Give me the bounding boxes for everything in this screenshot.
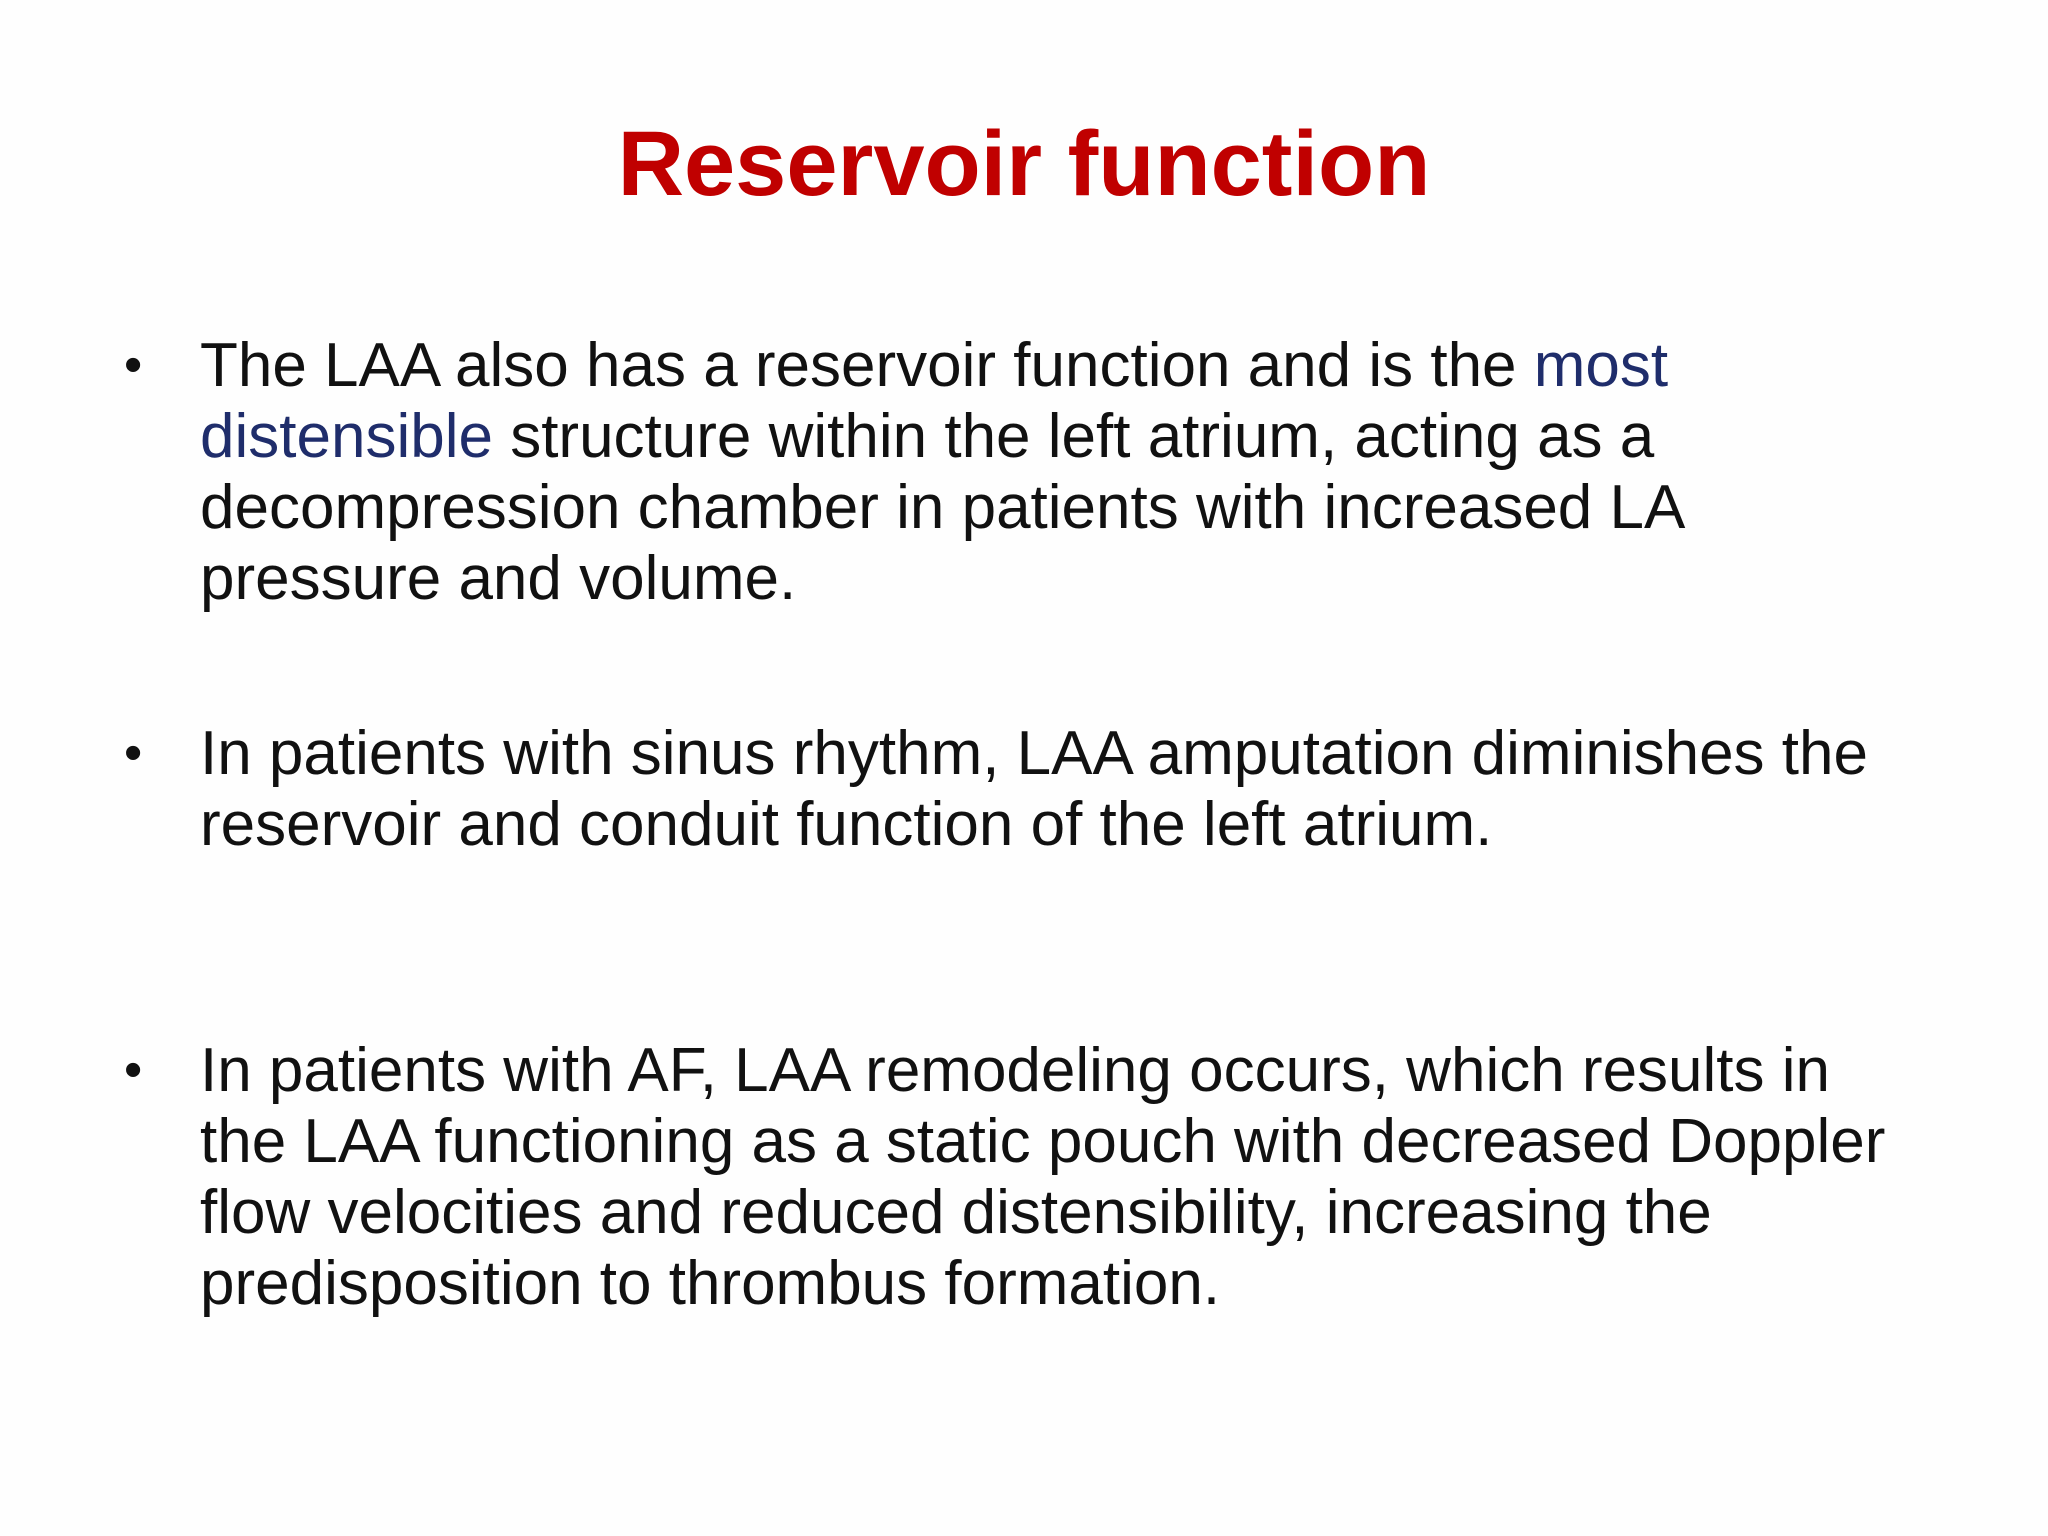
bullet-marker: •	[124, 724, 143, 782]
slide-title: Reservoir function	[617, 113, 1431, 215]
bullet-marker: •	[124, 1041, 143, 1099]
bullet-item-reservoir	[124, 330, 1920, 614]
bullet-text: In patients with sinus rhythm, LAA amputation diminishes the reservoir and conduit function of the left atrium.	[200, 719, 1868, 859]
bullet-text-before: The LAA also has a reservoir function and is the	[200, 331, 1534, 400]
bullet-item-af	[124, 1035, 1920, 1319]
bullet-text-after: structure within the left atrium, acting as a decompression chamber in patients with increased LA pressure and volume.	[200, 402, 1682, 613]
bullet-item-sinus-rhythm	[124, 718, 1920, 860]
highlight-text: most distensible	[200, 331, 1669, 471]
bullet-marker: •	[124, 336, 143, 394]
bullet-text: In patients with AF, LAA remodeling occurs, which results in the LAA functioning as a static pouch with decreased Doppler flow velocities and reduced distensibility, increasing the predisposition to thrombus formation.	[200, 1036, 1886, 1318]
